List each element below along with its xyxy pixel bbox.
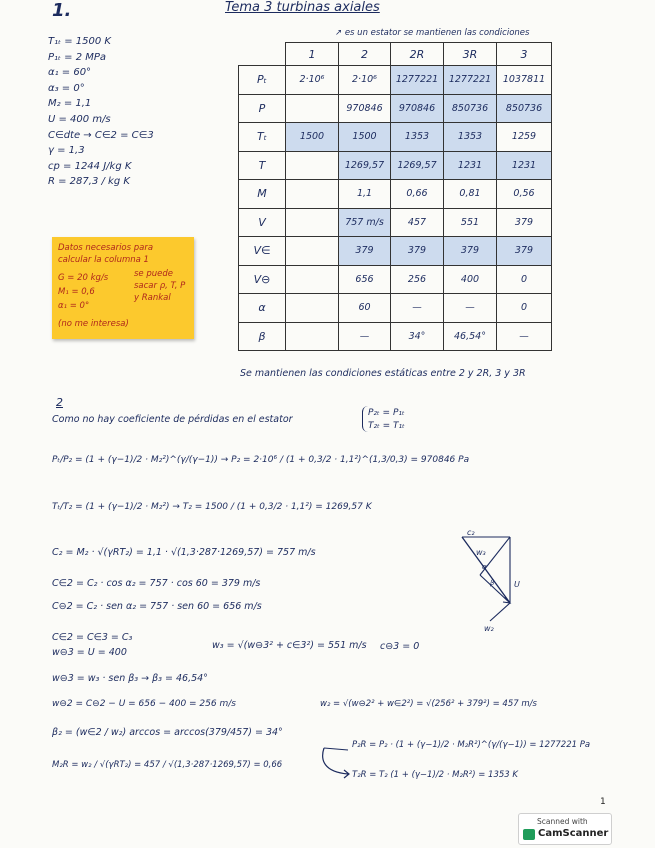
table-cell <box>286 151 339 180</box>
table-header-row <box>239 43 552 66</box>
table-cell: 1259 <box>497 123 552 152</box>
table-row <box>239 94 552 123</box>
table-cell <box>286 94 339 123</box>
given-item: U = 400 m/s <box>48 113 111 125</box>
given-item: cp = 1244 J/kg K <box>48 160 132 172</box>
table-cell: 400 <box>444 265 497 294</box>
row-label: V <box>239 208 286 237</box>
sticky-side-note: se puede <box>134 269 173 279</box>
table-cell: 0,56 <box>497 180 552 209</box>
sticky-line: (no me interesa) <box>58 319 129 329</box>
row-label: Pₜ <box>239 66 286 95</box>
table-row <box>239 294 552 323</box>
table-cell: 60 <box>339 294 391 323</box>
table-row <box>239 123 552 152</box>
table-row <box>239 66 552 95</box>
section-number: 2 <box>56 396 63 409</box>
given-item: γ = 1,3 <box>48 145 85 157</box>
work-line: P₂R = P₂ · (1 + (γ−1)/2 · M₂R²)^(γ/(γ−1)) = 1277221 Pa <box>352 740 591 750</box>
table-cell: 1500 <box>286 123 339 152</box>
table-cell: — <box>444 294 497 323</box>
given-item: M₂ = 1,1 <box>48 98 92 110</box>
camscanner-logo-icon <box>523 829 535 840</box>
table-cell: 1500 <box>339 123 391 152</box>
table-cell: 0 <box>497 265 552 294</box>
work-line: C∈2 = C∈3 = C₃ <box>52 632 133 643</box>
properties-table <box>238 42 552 351</box>
table-cell: 551 <box>444 208 497 237</box>
table-cell: — <box>497 322 552 351</box>
scanner-caption: Scanned with <box>537 817 588 826</box>
arrow-annotation <box>320 740 352 780</box>
sticky-line: G = 20 kg/s <box>58 273 109 283</box>
work-line: C⊖2 = C₂ · sen α₂ = 757 · sen 60 = 656 m/s <box>52 601 262 612</box>
table-cell: 379 <box>339 237 391 266</box>
table-cell: 379 <box>391 237 444 266</box>
diagram-label: c₂ <box>467 528 475 537</box>
table-cell: 0,81 <box>444 180 497 209</box>
table-cell: 1231 <box>497 151 552 180</box>
table-row <box>239 237 552 266</box>
given-item: T₁ₜ = 1500 K <box>48 36 111 47</box>
table-cell: 970846 <box>391 94 444 123</box>
diagram-label: β <box>490 579 495 587</box>
row-label: V∈ <box>239 237 286 266</box>
table-row <box>239 322 552 351</box>
table-row <box>239 265 552 294</box>
work-line: Pₜ/P₂ = (1 + (γ−1)/2 · M₂²)^(γ/(γ−1)) → P₂ = 2·10⁶ / (1 + 0,3/2 · 1,1²)^(1,3/0,3) = 970846 Pa <box>52 455 470 465</box>
work-line: C₂ = M₂ · √(γRT₂) = 1,1 · √(1,3·287·1269,57) = 757 m/s <box>52 547 316 558</box>
page-number: 1 <box>600 797 606 807</box>
brace <box>362 406 369 432</box>
table-cell <box>286 294 339 323</box>
work-line: w⊖3 = U = 400 <box>52 647 127 658</box>
table-cell: 2·10⁶ <box>286 66 339 95</box>
table-cell: 656 <box>339 265 391 294</box>
column-header: 3R <box>444 43 497 66</box>
table-cell <box>286 322 339 351</box>
column-header: 1 <box>286 43 339 66</box>
diagram-label: w₂ <box>484 624 494 633</box>
given-item: C∈dte → C∈2 = C∈3 <box>48 129 154 141</box>
sticky-line: α₁ = 0° <box>58 301 90 311</box>
table-cell: 34° <box>391 322 444 351</box>
work-line: T₂R = T₂ (1 + (γ−1)/2 · M₂R²) = 1353 K <box>352 770 518 780</box>
work-line: T₂ₜ = T₁ₜ <box>368 421 405 431</box>
diagram-label: U <box>514 580 520 589</box>
row-label: V⊖ <box>239 265 286 294</box>
table-cell: 1037811 <box>497 66 552 95</box>
sticky-line: M₁ = 0,6 <box>58 287 95 297</box>
work-line: w⊖3 = w₃ · sen β₃ → β₃ = 46,54° <box>52 673 208 684</box>
sticky-note <box>52 237 194 339</box>
row-label: β <box>239 322 286 351</box>
work-line: w₃ = √(w⊖3² + c∈3²) = 551 m/s <box>212 640 367 651</box>
table-cell: 850736 <box>444 94 497 123</box>
work-line: P₂ₜ = P₁ₜ <box>368 408 405 418</box>
table-cell: 1353 <box>391 123 444 152</box>
given-item: α₁ = 60° <box>48 67 92 79</box>
given-data-list <box>48 34 154 190</box>
table-cell: 46,54° <box>444 322 497 351</box>
sticky-side-note: y Rankal <box>134 293 171 303</box>
table-row <box>239 151 552 180</box>
row-label: P <box>239 94 286 123</box>
table-cell <box>286 237 339 266</box>
table-cell: 379 <box>444 237 497 266</box>
table-cell: — <box>339 322 391 351</box>
scanner-watermark <box>518 813 612 845</box>
work-line: Como no hay coeficiente de pérdidas en el estator <box>52 414 293 425</box>
scanner-brand: CamScanner <box>538 828 609 839</box>
table-cell: 1231 <box>444 151 497 180</box>
corner-mark: 1. <box>52 0 72 21</box>
sticky-line: Datos necesarios para <box>58 243 154 253</box>
table-cell <box>286 208 339 237</box>
table-cell: 850736 <box>497 94 552 123</box>
table-cell: 1,1 <box>339 180 391 209</box>
work-line: β₂ = (w∈2 / w₂) arccos = arccos(379/457) = 34° <box>52 727 283 738</box>
work-line: C∈2 = C₂ · cos α₂ = 757 · cos 60 = 379 m/s <box>52 578 261 589</box>
sticky-side-note: sacar ρ, T, P <box>134 281 186 291</box>
header-note: ↗ es un estator se mantienen las condiciones <box>335 28 530 38</box>
table-cell: 256 <box>391 265 444 294</box>
work-line: w⊖2 = C⊖2 − U = 656 − 400 = 256 m/s <box>52 699 236 709</box>
sticky-line: calcular la columna 1 <box>58 255 149 265</box>
table-cell: 1277221 <box>391 66 444 95</box>
table-cell: 379 <box>497 237 552 266</box>
table-cell: 1269,57 <box>391 151 444 180</box>
static-conditions-note: Se mantienen las condiciones estáticas entre 2 y 2R, 3 y 3R <box>240 368 526 379</box>
table-cell: 757 m/s <box>339 208 391 237</box>
row-label: T <box>239 151 286 180</box>
diagram-label: α <box>482 563 487 571</box>
table-cell: 1269,57 <box>339 151 391 180</box>
velocity-triangle-diagram <box>450 525 530 633</box>
row-label: Tₜ <box>239 123 286 152</box>
table-row <box>239 180 552 209</box>
table-cell: 970846 <box>339 94 391 123</box>
table-cell <box>286 180 339 209</box>
table-cell: — <box>391 294 444 323</box>
work-line: w₂ = √(w⊖2² + w∈2²) = √(256² + 379²) = 457 m/s <box>320 699 537 709</box>
row-label: M <box>239 180 286 209</box>
given-item: R = 287,3 / kg K <box>48 176 130 188</box>
table-row <box>239 208 552 237</box>
table-cell: 0,66 <box>391 180 444 209</box>
diagram-label: w₃ <box>476 548 486 557</box>
table-cell: 0 <box>497 294 552 323</box>
column-header: 2R <box>391 43 444 66</box>
page-title: Tema 3 turbinas axiales <box>225 0 380 15</box>
table-cell <box>286 265 339 294</box>
table-cell: 2·10⁶ <box>339 66 391 95</box>
column-header: 2 <box>339 43 391 66</box>
work-line: M₂R = w₂ / √(γRT₂) = 457 / √(1,3·287·1269,57) = 0,66 <box>52 760 283 770</box>
work-line: Tₜ/T₂ = (1 + (γ−1)/2 · M₂²) → T₂ = 1500 / (1 + 0,3/2 · 1,1²) = 1269,57 K <box>52 502 372 512</box>
table-cell: 379 <box>497 208 552 237</box>
row-label: α <box>239 294 286 323</box>
column-header: 3 <box>497 43 552 66</box>
given-item: P₁ₜ = 2 MPa <box>48 51 107 63</box>
given-item: α₃ = 0° <box>48 82 85 94</box>
table-cell: 1277221 <box>444 66 497 95</box>
work-line: c⊖3 = 0 <box>380 641 420 652</box>
table-cell: 457 <box>391 208 444 237</box>
table-cell: 1353 <box>444 123 497 152</box>
